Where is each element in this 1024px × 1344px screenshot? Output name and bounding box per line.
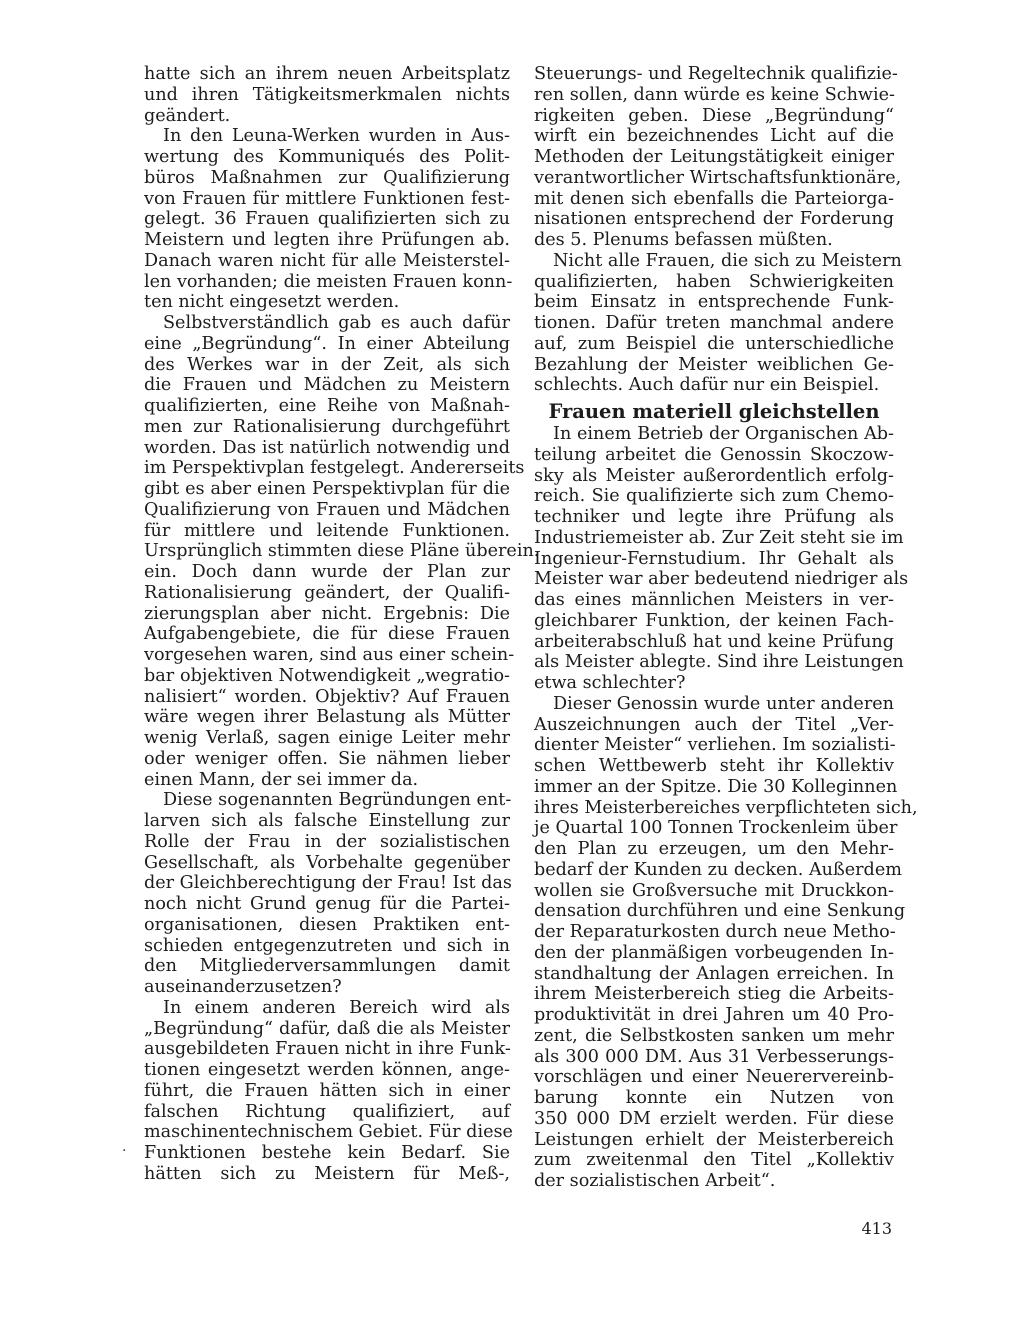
text-line: von Frauen für mittlere Funktionen fest- — [144, 188, 510, 209]
text-line: büros Maßnahmen zur Qualifizierung — [144, 167, 510, 188]
text-line: standhaltung der Anlagen erreichen. In — [534, 963, 894, 984]
text-line: schen Wettbewerb steht ihr Kollektiv — [534, 756, 894, 776]
text-line: In einem anderen Bereich wird als — [163, 997, 510, 1018]
text-line: nalisiert“ worden. Objektiv? Auf Frauen — [144, 686, 510, 707]
paragraph — [144, 126, 513, 313]
text-line: tionen. Dafür treten manchmal andere — [534, 313, 894, 333]
paragraph — [144, 997, 513, 1185]
text-line: der Reparaturkosten durch neue Metho- — [534, 922, 896, 942]
text-line: techniker und legte ihre Prüfung als — [534, 507, 894, 527]
text-line: Ingenieur-Fernstudium. Ihr Gehalt als — [534, 548, 894, 569]
text-line: wenig Verlaß, sagen einige Leiter mehr — [144, 728, 510, 748]
text-line: Rationalisierung geändert, der Qualifi- — [144, 582, 510, 603]
text-line: eine „Begründung“. In einer Abteilung — [144, 333, 510, 354]
text-line: schieden entgegenzutreten und sich in — [144, 935, 510, 956]
text-line: den Plan zu erzeugen, um den Mehr- — [534, 839, 894, 859]
text-line: verantwortlicher Wirtschaftsfunktionäre, — [534, 167, 902, 188]
text-line: wollen sie Großversuche mit Druckkon- — [534, 880, 894, 901]
text-line: Selbstverständlich gab es auch dafür — [163, 313, 510, 333]
text-line: gleichbarer Funktion, der keinen Fach- — [534, 610, 894, 631]
text-line: Rolle der Frau in der sozialistischen — [144, 831, 510, 852]
text-line: produktivität in drei Jahren um 40 Pro- — [534, 1005, 894, 1025]
paragraph — [534, 424, 909, 694]
text-line: Qualifizierung von Frauen und Mädchen — [144, 499, 510, 520]
text-line: gelegt. 36 Frauen qualifizierten sich zu — [144, 209, 510, 230]
text-line: auseinanderzusetzen? — [144, 977, 342, 997]
text-line: bar objektiven Notwendigkeit „wegratio- — [144, 665, 510, 686]
text-line: maschinentechnischem Gebiet. Für diese — [144, 1122, 513, 1143]
text-line: wirft ein bezeichnendes Licht auf die — [534, 126, 894, 147]
text-line: Dieser Genossin wurde unter anderen — [553, 693, 894, 714]
text-line: men zur Rationalisierung durchgeführt — [144, 416, 510, 437]
text-line: ren sollen, dann würde es keine Schwie- — [534, 84, 895, 105]
stray-ink-mark: · — [122, 1143, 127, 1159]
text-line: beim Einsatz in entsprechende Funk- — [534, 292, 894, 313]
text-line: falschen Richtung qualifiziert, auf — [144, 1101, 510, 1122]
text-line: Meister war aber bedeutend niedriger als — [534, 569, 909, 590]
text-line: hatte sich an ihrem neuen Arbeitsplatz — [144, 64, 510, 84]
paragraph — [534, 250, 902, 396]
text-line: je Quartal 100 Tonnen Trockenleim über — [534, 818, 898, 839]
text-line: immer an der Spitze. Die 30 Kolleginnen — [534, 776, 898, 797]
text-line: worden. Das ist natürlich notwendig und — [144, 437, 510, 458]
text-line: wertung des Kommuniqués des Polit- — [144, 147, 510, 167]
text-line: 350 000 DM erzielt werden. Für diese — [534, 1108, 894, 1129]
text-line: Nicht alle Frauen, die sich zu Meistern — [553, 250, 902, 271]
text-line: zierungsplan aber nicht. Ergebnis: Die — [144, 603, 510, 624]
text-line: im Perspektivplan festgelegt. Andererseits — [144, 458, 525, 479]
text-line: Meistern und legten ihre Prüfungen ab. — [144, 230, 510, 250]
text-line: tionen eingesetzt werden können, ange- — [144, 1060, 510, 1080]
page-number: 413 — [861, 1219, 892, 1238]
text-line: Methoden der Leitungstätigkeit einiger — [534, 147, 894, 167]
text-line: In den Leuna-Werken wurden in Aus- — [163, 126, 510, 147]
text-line: In einem Betrieb der Organischen Ab- — [553, 424, 894, 444]
text-line: als Meister ablegte. Sind ihre Leistungen — [534, 652, 904, 673]
text-line: densation durchführen und eine Senkung — [534, 901, 906, 922]
text-line: dienter Meister“ verliehen. Im sozialisti- — [534, 735, 896, 756]
text-line: hätten sich zu Meistern für Meß-, — [144, 1163, 510, 1184]
text-line: den der planmäßigen vorbeugenden In- — [534, 942, 894, 963]
text-line: zum zweitenmal den Titel „Kollektiv — [534, 1150, 894, 1171]
text-line: auf, zum Beispiel die unterschiedliche — [534, 333, 894, 354]
text-line: larven sich als falsche Einstellung zur — [144, 811, 510, 831]
section-heading: Frauen materiell gleichstellen — [548, 400, 880, 423]
text-line: ausgebildeten Frauen nicht in ihre Funk- — [144, 1039, 511, 1060]
text-line: Bezahlung der Meister weiblichen Ge- — [534, 354, 894, 375]
text-line: den Mitgliederversammlungen damit — [144, 956, 510, 977]
text-line: „Begründung“ dafür, daß die als Meister — [144, 1018, 510, 1039]
paragraph — [534, 64, 902, 251]
text-line: Industriemeister ab. Zur Zeit steht sie im — [534, 527, 904, 548]
text-line: Diese sogenannten Begründungen ent- — [163, 790, 512, 811]
text-line: des Werkes war in der Zeit, als sich — [144, 354, 510, 375]
text-line: etwa schlechter? — [534, 673, 686, 693]
text-line: ihrem Meisterbereich stieg die Arbeits- — [534, 984, 894, 1005]
text-line: Auszeichnungen auch der Titel „Ver- — [534, 714, 894, 735]
text-line: wäre wegen ihrer Belastung als Mütter — [144, 707, 510, 728]
text-line: geändert. — [144, 105, 231, 126]
text-line: barung konnte ein Nutzen von — [534, 1088, 894, 1108]
text-line: und ihren Tätigkeitsmerkmalen nichts — [144, 84, 510, 105]
text-line: ten nicht eingesetzt werden. — [144, 292, 400, 313]
text-line: rigkeiten geben. Diese „Begründung“ — [534, 105, 894, 126]
text-line: gibt es aber einen Perspektivplan für die — [144, 479, 510, 499]
text-line: schlechts. Auch dafür nur ein Beispiel. — [534, 375, 880, 396]
text-line: das eines männlichen Meisters in ver- — [534, 590, 894, 610]
paragraph — [144, 790, 510, 998]
text-line: als 300 000 DM. Aus 31 Verbesserungs- — [534, 1046, 894, 1067]
paragraph — [144, 64, 510, 126]
text-line: Steuerungs- und Regeltechnik qualifizie- — [534, 64, 898, 84]
text-line: Aufgabengebiete, die für diese Frauen — [144, 624, 510, 645]
text-line: zent, die Selbstkosten sanken um mehr — [534, 1025, 894, 1046]
paragraph — [144, 313, 540, 790]
text-line: Funktionen bestehe kein Bedarf. Sie — [144, 1143, 510, 1163]
text-line: vorschlägen und einer Neuerervereinb- — [534, 1067, 894, 1088]
text-line: Gesellschaft, als Vorbehalte gegenüber — [144, 852, 510, 873]
text-line: Danach waren nicht für alle Meisterstel- — [144, 250, 510, 271]
text-line: noch nicht Grund genug für die Partei- — [144, 894, 510, 914]
text-line: ein. Doch dann wurde der Plan zur — [144, 562, 510, 582]
text-line: organisationen, diesen Praktiken ent- — [144, 914, 510, 935]
text-line: führt, die Frauen hätten sich in einer — [144, 1080, 510, 1101]
text-line: die Frauen und Mädchen zu Meistern — [144, 375, 510, 396]
text-line: sky als Meister außerordentlich erfolg- — [534, 465, 894, 486]
right-text-column — [534, 64, 918, 1192]
text-line: bedarf der Kunden zu decken. Außerdem — [534, 859, 902, 880]
paragraph — [534, 693, 918, 1192]
text-line: einen Mann, der sei immer da. — [144, 769, 419, 790]
text-line: reich. Sie qualifizierte sich zum Chemo- — [534, 486, 894, 507]
text-line: qualifizierten, eine Reihe von Maßnah- — [144, 396, 510, 416]
text-line: len vorhanden; die meisten Frauen konn- — [144, 271, 513, 292]
text-line: für mittlere und leitende Funktionen. — [144, 520, 510, 541]
left-text-column — [144, 64, 540, 1185]
text-line: des 5. Plenums befassen müßten. — [534, 230, 833, 250]
text-line: mit denen sich ebenfalls die Parteiorga- — [534, 188, 894, 209]
text-line: qualifizierten, haben Schwierigkeiten — [534, 271, 894, 292]
text-line: arbeiterabschluß hat und keine Prüfung — [534, 631, 894, 652]
text-line: der sozialistischen Arbeit“. — [534, 1171, 776, 1191]
text-line: teilung arbeitet die Genossin Skoczow- — [534, 444, 894, 465]
text-line: vorgesehen waren, sind aus einer schein- — [144, 645, 515, 665]
text-line: Leistungen erhielt der Meisterbereich — [534, 1129, 894, 1150]
text-line: nisationen entsprechend der Forderung — [534, 209, 894, 230]
text-line: der Gleichberechtigung der Frau! Ist das — [144, 873, 512, 894]
text-line: oder weniger offen. Sie nähmen lieber — [144, 748, 510, 769]
text-line: Ursprünglich stimmten diese Pläne überein. — [144, 541, 540, 562]
text-line: ihres Meisterbereiches verpflichteten sich, — [534, 797, 918, 818]
